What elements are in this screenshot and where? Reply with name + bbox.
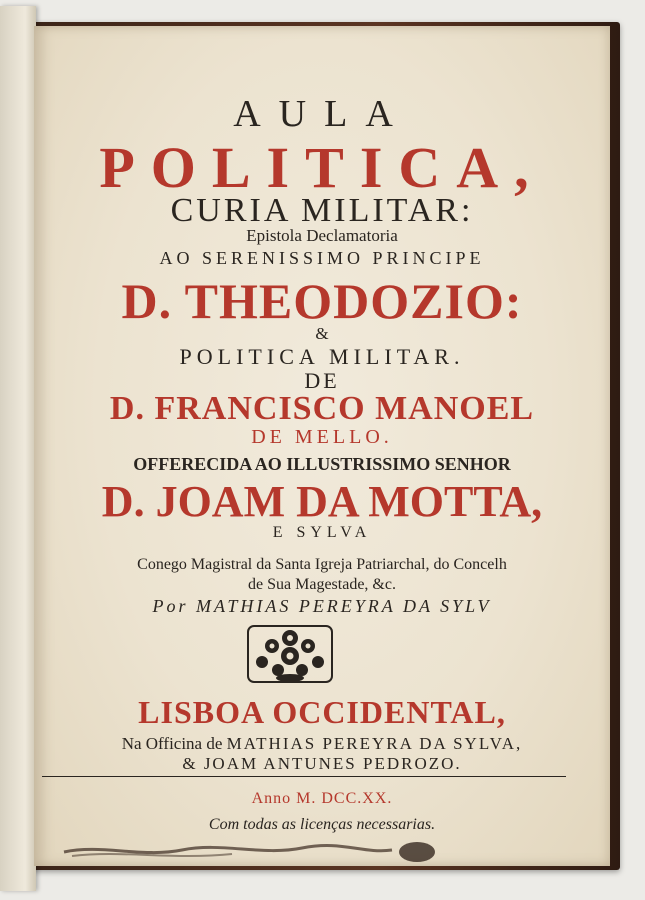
subtitle-politica-militar: POLITICA MILITAR. <box>179 344 465 369</box>
imprint-printer-2: & JOAM ANTUNES PEDROZO. <box>182 754 462 773</box>
author-surname: DE MELLO. <box>251 426 393 448</box>
byline-por: Por <box>152 596 189 616</box>
imprint-year: Anno M. DCC.XX. <box>251 790 393 807</box>
patron-surname: E SYLVA <box>272 524 372 541</box>
dedication-principe: AO SERENISSIMO PRINCIPE <box>159 248 485 268</box>
ampersand: & <box>315 324 329 343</box>
horizontal-rule <box>42 776 566 777</box>
imprint-officina-prefix: Na Officina de <box>121 734 223 753</box>
author-name: D. FRANCISCO MANOEL <box>109 390 535 427</box>
title-politica: POLITICA, <box>99 135 545 200</box>
byline-name: MATHIAS PEREYRA DA SYLV <box>196 596 492 616</box>
printer-byline <box>34 596 610 617</box>
by-de: DE <box>304 368 340 393</box>
patron-title-line2: de Sua Magestade, &c. <box>248 576 396 593</box>
imprint-printer-1: MATHIAS PEREYRA DA SYLVA, <box>226 734 523 753</box>
left-page-edge <box>0 6 36 891</box>
title-aula: AULA <box>233 93 411 135</box>
imprint-city: LISBOA OCCIDENTAL, <box>138 694 506 730</box>
patron-name: D. JOAM DA MOTTA, <box>101 477 543 526</box>
offered-line: OFFERECIDA AO ILLUSTRISSIMO SENHOR <box>133 454 511 474</box>
dedicatee-theodozio: D. THEODOZIO: <box>121 273 523 329</box>
imprint-officina <box>34 734 610 754</box>
floral-vignette-icon <box>244 620 336 688</box>
imprint-licenses: Com todas as licenças necessarias. <box>208 816 436 833</box>
title-curia-militar: CURIA MILITAR: <box>170 192 474 229</box>
subtitle-epistola: Epistola Declamatoria <box>246 226 398 245</box>
ink-stain-mark <box>62 838 462 864</box>
title-page <box>34 26 610 866</box>
patron-title-line1: Conego Magistral da Santa Igreja Patriarchal, do Concelh <box>137 556 507 573</box>
